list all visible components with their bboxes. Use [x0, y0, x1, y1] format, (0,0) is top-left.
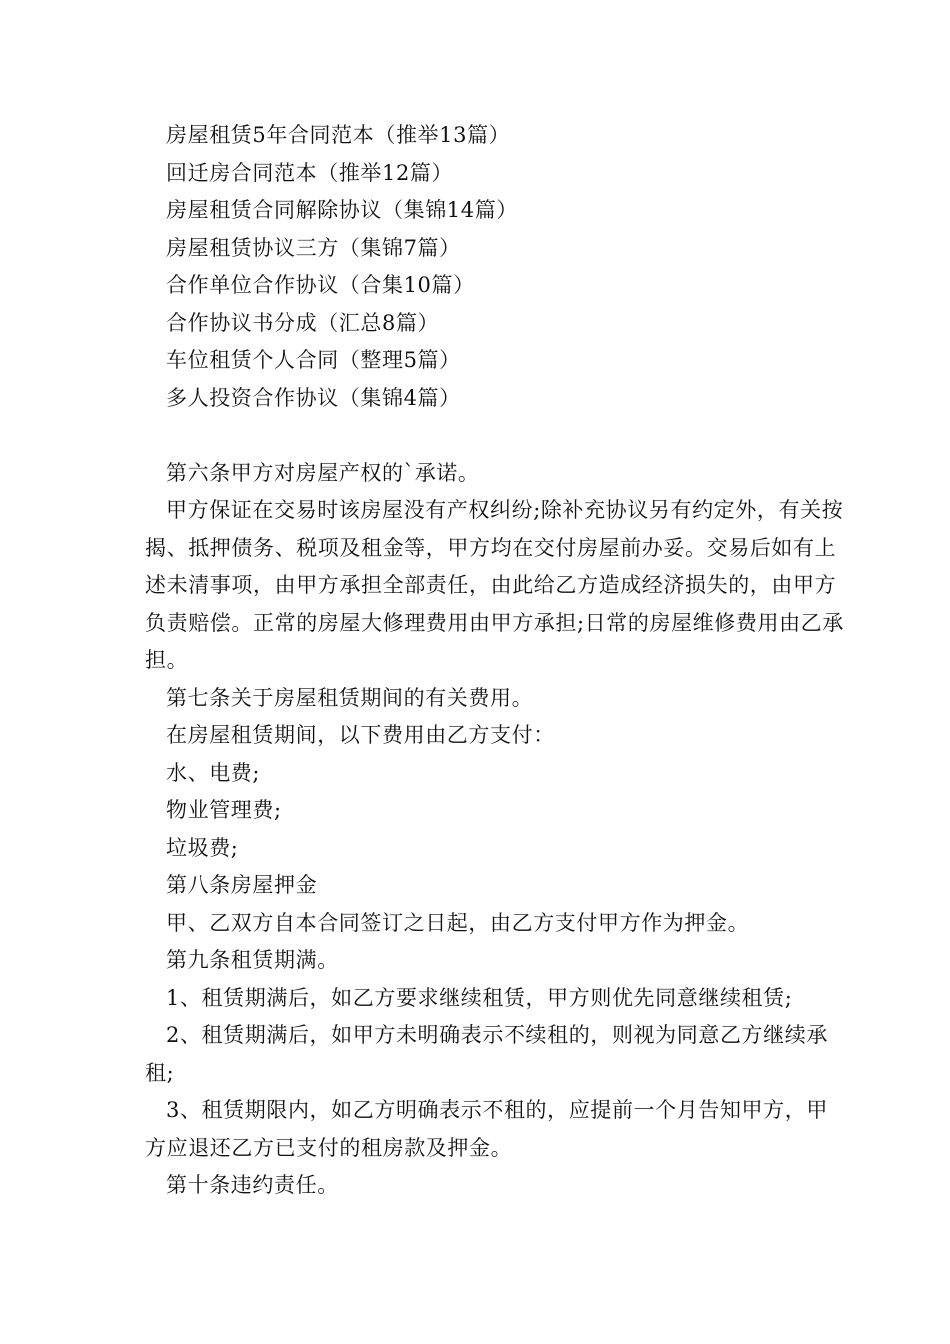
fee-item: 物业管理费;	[166, 798, 282, 822]
clause-heading-9: 第九条租赁期满。	[166, 948, 339, 972]
related-articles-list	[145, 117, 845, 417]
related-article-link[interactable]: 合作单位合作协议（合集10篇）	[166, 273, 475, 297]
fee-item: 垃圾费;	[166, 835, 239, 860]
related-article-link[interactable]: 房屋租赁5年合同范本（推举13篇）	[166, 123, 511, 147]
related-article-link[interactable]: 多人投资合作协议（集锦4篇）	[166, 385, 461, 410]
clause-heading-6: 第六条甲方对房屋产权的`承诺。	[166, 460, 480, 485]
section-spacer	[145, 417, 845, 455]
fee-item: 水、电费;	[166, 760, 261, 785]
clause-item: 1、租赁期满后，如乙方要求继续租赁，甲方则优先同意继续租赁;	[166, 985, 793, 1010]
clause-heading-10: 第十条违约责任。	[166, 1173, 339, 1197]
clause-heading-8: 第八条房屋押金	[166, 873, 318, 897]
clause-item: 2、租赁期满后，如甲方未明确表示不续租的，则视为同意乙方继续承租;	[145, 1023, 828, 1085]
clause-heading-7: 第七条关于房屋租赁期间的有关费用。	[166, 685, 534, 710]
clause-body: 甲方保证在交易时该房屋没有产权纠纷;除补充协议另有约定外，有关按揭、抵押债务、税项及租金等，甲方均在交付房屋前办妥。交易后如有上述未清事项，由甲方承担全部责任，由此给乙方造成经济损失的，由甲方负责赔偿。正常的房屋大修理费用由甲方承担;日常的房屋维修费用由乙承担。	[145, 498, 844, 672]
document-body	[145, 117, 845, 1205]
clause-item: 3、租赁期限内，如乙方明确表示不租的，应提前一个月告知甲方，甲方应退还乙方已支付的租房款及押金。	[145, 1098, 828, 1160]
related-article-link[interactable]: 车位租赁个人合同（整理5篇）	[166, 348, 461, 372]
related-article-link[interactable]: 房屋租赁合同解除协议（集锦14篇）	[166, 198, 518, 222]
clause-body: 甲、乙双方自本合同签订之日起，由乙方支付甲方作为押金。	[166, 910, 750, 935]
related-article-link[interactable]: 回迁房合同范本（推举12篇）	[166, 160, 454, 185]
related-article-link[interactable]: 房屋租赁协议三方（集锦7篇）	[166, 235, 461, 260]
clause-body: 在房屋租赁期间，以下费用由乙方支付：	[166, 723, 555, 747]
related-article-link[interactable]: 合作协议书分成（汇总8篇）	[166, 310, 440, 335]
